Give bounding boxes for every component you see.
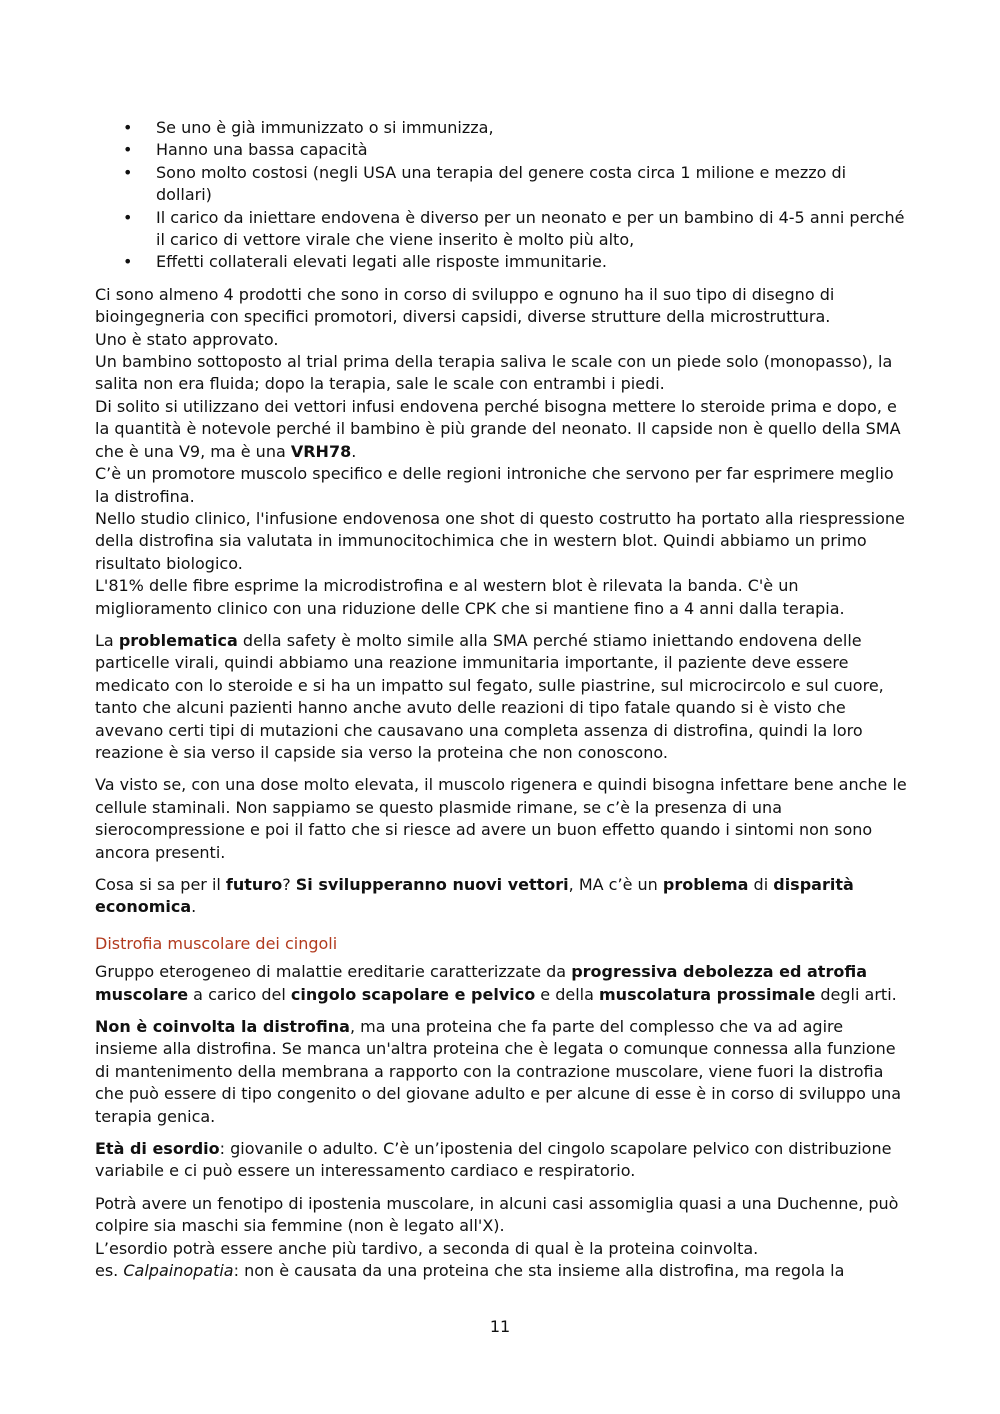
text-run: degli arti. [815,984,897,1004]
text-run: , ma una proteina che fa parte del complesso che va ad agire insieme alla distrofina. Se manca un'altra proteina che è legata o comunque connessa alla funzione di mantenimento della membrana a rapporto con la contrazione muscolare, viene fuori la distrofia che può essere di tipo congenito o del giovane adulto e per alcune di esse è in corso di sviluppo una terapia genica. [95,1017,902,1126]
text-run: . [191,897,197,917]
text-run: La [95,630,119,650]
text-line: Un bambino sottoposto al trial prima della terapia saliva le scale con un piede solo (monopasso), la salita non era fluida; dopo la terapia, sale le scale con entrambi i piedi. [95,352,893,394]
list-item: • Il carico da iniettare endovena è diverso per un neonato e per un bambino di 4-5 anni perché il carico di vettore virale che viene inserito è molto più alto, [95,207,907,252]
paragraph-onset [95,1138,907,1183]
page-number: 11 [489,1317,511,1336]
text-run: , MA c’è un [568,875,663,894]
list-item: • Effetti collaterali elevati legati alle risposte immunitarie. [95,251,907,273]
page-content [95,117,907,1293]
bold-term: disparità economica [95,875,854,917]
bold-term: Si svilupperanno nuovi vettori [295,875,569,894]
bold-term: futuro [225,875,283,894]
text-line: Ci sono almeno 4 prodotti che sono in corso di sviluppo e ognuno ha il suo tipo di disegno di bioingegneria con specifici promotori, diversi capsidi, diverse strutture della microstruttura. [95,284,835,327]
text-run: Cosa si sa per il [95,875,226,894]
text-line: C’è un promotore muscolo specifico e delle regioni introniche che servono per far esprimere meglio la distrofina. [95,464,894,506]
bold-term: cingolo scapolare e pelvico [290,984,536,1004]
text-run: ? [282,875,296,894]
list-item: • Se uno è già immunizzato o si immunizza, [95,117,907,139]
text-line: L’esordio potrà essere anche più tardivo, a seconda di qual è la proteina coinvolta. [95,1238,759,1258]
paragraph-definition [95,961,907,1006]
section-heading: Distrofia muscolare dei cingoli [95,933,338,953]
text-run: a carico del [188,984,291,1004]
bold-term: muscolatura prossimale [599,984,816,1004]
bold-term: problematica [118,630,238,650]
text-line: Nello studio clinico, l'infusione endovenosa one shot di questo costrutto ha portato alla riespressione della distrofina sia valutata in immunocitochimica che in western blot. Quindi abbiamo un primo risultato biologico. [95,508,905,573]
text-run: es. [95,1261,124,1281]
text-run: Gruppo eterogeneo di malattie ereditarie caratterizzate da [95,962,572,982]
paragraph-safety [95,630,907,764]
list-item: • Hanno una bassa capacità [95,139,907,161]
paragraph-future [95,874,907,919]
paragraph-protein [95,1016,907,1128]
text-line: Di solito si utilizzano dei vettori infusi endovena perché bisogna mettere lo steroide prima e dopo, e la quantità è notevole perché il bambino è più grande del neonato. Il capside non è quello della SMA che è una V9, ma è una [95,396,901,461]
paragraph-phenotype [95,1193,907,1283]
text-run: della safety è molto simile alla SMA perché stiamo iniettando endovena delle particelle virali, quindi abbiamo una reazione immunitaria importante, il paziente deve essere medicato con lo steroide e si ha un impatto sul fegato, sulle piastrine, sul microcircolo e sul cuore, tanto che alcuni pazienti hanno anche avuto delle reazioni di tipo fatale quando si è visto che avevano certi tipi di mutazioni che causavano una completa assenza di distrofina, quindi la loro reazione è sia verso il capside sia verso la proteina che non conoscono. [95,630,884,762]
bold-term: Non è coinvolta la distrofina [95,1017,350,1037]
bullet-list [95,117,907,274]
paragraph-products [95,284,907,620]
text-line: Potrà avere un fenotipo di ipostenia muscolare, in alcuni casi assomiglia quasi a una Duchenne, può colpire sia maschi sia femmine (non è legato all'X). [95,1193,899,1236]
text-line: . [351,441,357,461]
text-run: : non è causata da una proteina che sta insieme alla distrofina, ma regola la [233,1261,845,1281]
list-item: • Sono molto costosi (negli USA una terapia del genere costa circa 1 milione e mezzo di dollari) [95,162,907,207]
bold-term: Età di esordio [95,1139,220,1159]
text-run: : giovanile o adulto. C’è un’ipostenia del cingolo scapolare pelvico con distribuzione variabile e ci può essere un interessamento cardiaco e respiratorio. [95,1139,892,1181]
bold-term: VRH78 [290,441,352,461]
bold-term: progressiva debolezza ed atrofia muscolare [95,962,867,1004]
text-line: Uno è stato approvato. [95,329,279,349]
text-line: L'81% delle fibre esprime la microdistrofina e al western blot è rilevata la banda. C'è un miglioramento clinico con una riduzione delle CPK che si mantiene fino a 4 anni dalla terapia. [95,576,845,618]
text-run: e della [535,984,599,1004]
paragraph-dose: Va visto se, con una dose molto elevata, il muscolo rigenera e quindi bisogna infettare bene anche le cellule staminali. Non sappiamo se questo plasmide rimane, se c’è la presenza di una sierocompressione e poi il fatto che si riesce ad avere un buon effetto quando i sintomi non sono ancora presenti. [95,775,907,862]
bold-term: problema [662,875,749,894]
text-run: di [748,875,774,894]
italic-term: Calpainopatia [123,1261,234,1281]
